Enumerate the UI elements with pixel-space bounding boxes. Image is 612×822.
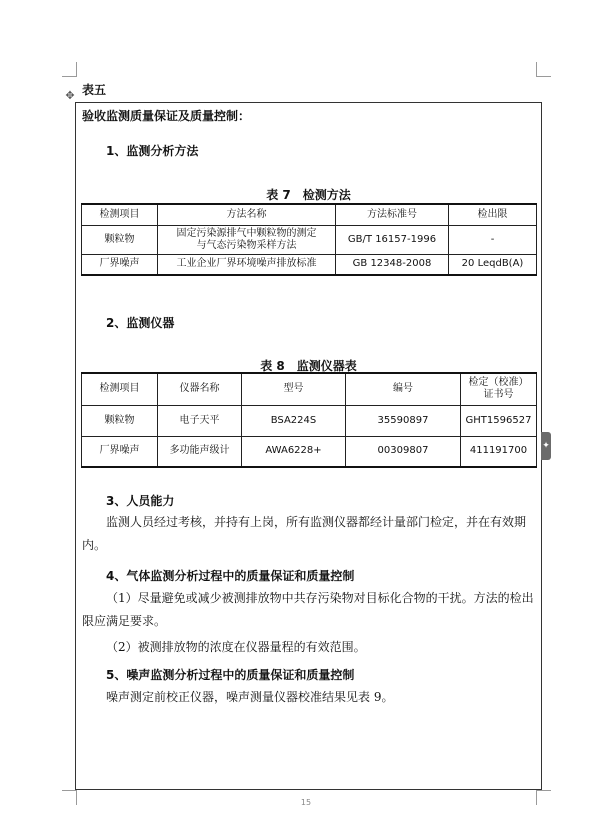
table8-header-cell: 仪器名称 <box>158 373 242 405</box>
side-tab-icon[interactable]: ✦ <box>541 432 551 460</box>
table-row <box>82 405 537 436</box>
crop-mark-top-right <box>536 62 551 77</box>
section-title: 验收监测质量保证及质量控制： <box>82 109 251 123</box>
section-2-title: 2、监测仪器 <box>106 316 175 330</box>
table-row <box>82 225 537 254</box>
table7-caption-title: 检测方法 <box>302 188 351 202</box>
section-4-paragraph-1: （1）尽量避免或减少被测排放物中共存污染物对目标化合物的干扰。方法的检出限应满足要求。 <box>82 591 534 628</box>
move-handle-icon[interactable]: ✥ <box>65 89 75 102</box>
table7-header-cell: 方法标准号 <box>336 204 449 225</box>
table7-header-cell: 方法名称 <box>158 204 336 225</box>
table8-cell-model: AWA6228+ <box>242 436 346 467</box>
table7-cell-limit: - <box>449 225 537 254</box>
table7-caption <box>81 186 536 203</box>
table8-cert-header-line-2: 证书号 <box>483 389 514 401</box>
table8-header-cell: 型号 <box>242 373 346 405</box>
table8-cell-code: 00309807 <box>346 436 461 467</box>
table8-caption-number: 表 8 <box>260 359 285 373</box>
table8-cell-item: 厂界噪声 <box>82 436 158 467</box>
table8-cell-code: 35590897 <box>346 405 461 436</box>
table7-cell-item: 颗粒物 <box>82 225 158 254</box>
table7-method-line-1: 固定污染源排气中颗粒物的测定 <box>176 227 317 239</box>
table7-cell-item: 厂界噪声 <box>82 254 158 275</box>
table7-header-cell: 检出限 <box>449 204 537 225</box>
table-row <box>82 204 537 225</box>
table8-cell-item: 颗粒物 <box>82 405 158 436</box>
table8-header-cell: 检测项目 <box>82 373 158 405</box>
table8-header-cell: 编号 <box>346 373 461 405</box>
section-3-title: 3、人员能力 <box>106 494 175 508</box>
table7-cell-standard: GB/T 16157-1996 <box>336 225 449 254</box>
section-4-paragraph-2: （2）被测排放物的浓度在仪器量程的有效范围。 <box>106 640 366 654</box>
table8-cell-cert: GHT1596527 <box>461 405 537 436</box>
table-row <box>82 436 537 467</box>
table8-cell-name: 电子天平 <box>158 405 242 436</box>
table7-cell-limit: 20 LeqdB(A) <box>449 254 537 275</box>
table7-header-cell: 检测项目 <box>82 204 158 225</box>
section-5-body: 噪声测定前校正仪器，噪声测量仪器校准结果见表 9。 <box>106 690 394 704</box>
table-row <box>82 254 537 275</box>
page-number: 15 <box>300 798 312 807</box>
table8-caption-title: 监测仪器表 <box>296 359 357 373</box>
section-5-title: 5、噪声监测分析过程中的质量保证和质量控制 <box>106 668 355 682</box>
table8-instruments <box>81 372 537 468</box>
section-1-title: 1、监测分析方法 <box>106 144 199 158</box>
table8-header-cell-cert <box>461 373 537 405</box>
table8-cell-cert: 411191700 <box>461 436 537 467</box>
table-header-label: 表五 <box>82 83 107 97</box>
table8-cell-model: BSA224S <box>242 405 346 436</box>
section-4-title: 4、气体监测分析过程中的质量保证和质量控制 <box>106 569 355 583</box>
table7-cell-method <box>158 225 336 254</box>
table7-detection-methods <box>81 203 537 276</box>
table8-cell-name: 多功能声级计 <box>158 436 242 467</box>
table7-cell-method: 工业企业厂界环境噪声排放标准 <box>158 254 336 275</box>
table-row <box>82 373 537 405</box>
section-3-body: 监测人员经过考核，并持有上岗，所有监测仪器都经计量部门检定，并在有效期内。 <box>82 515 527 552</box>
table7-method-line-2: 与气态污染物采样方法 <box>196 239 297 251</box>
table7-cell-standard: GB 12348-2008 <box>336 254 449 275</box>
crop-mark-top-left <box>62 62 77 77</box>
table8-cert-header-line-1: 检定（校准） <box>468 377 529 389</box>
table7-caption-number: 表 7 <box>266 188 291 202</box>
